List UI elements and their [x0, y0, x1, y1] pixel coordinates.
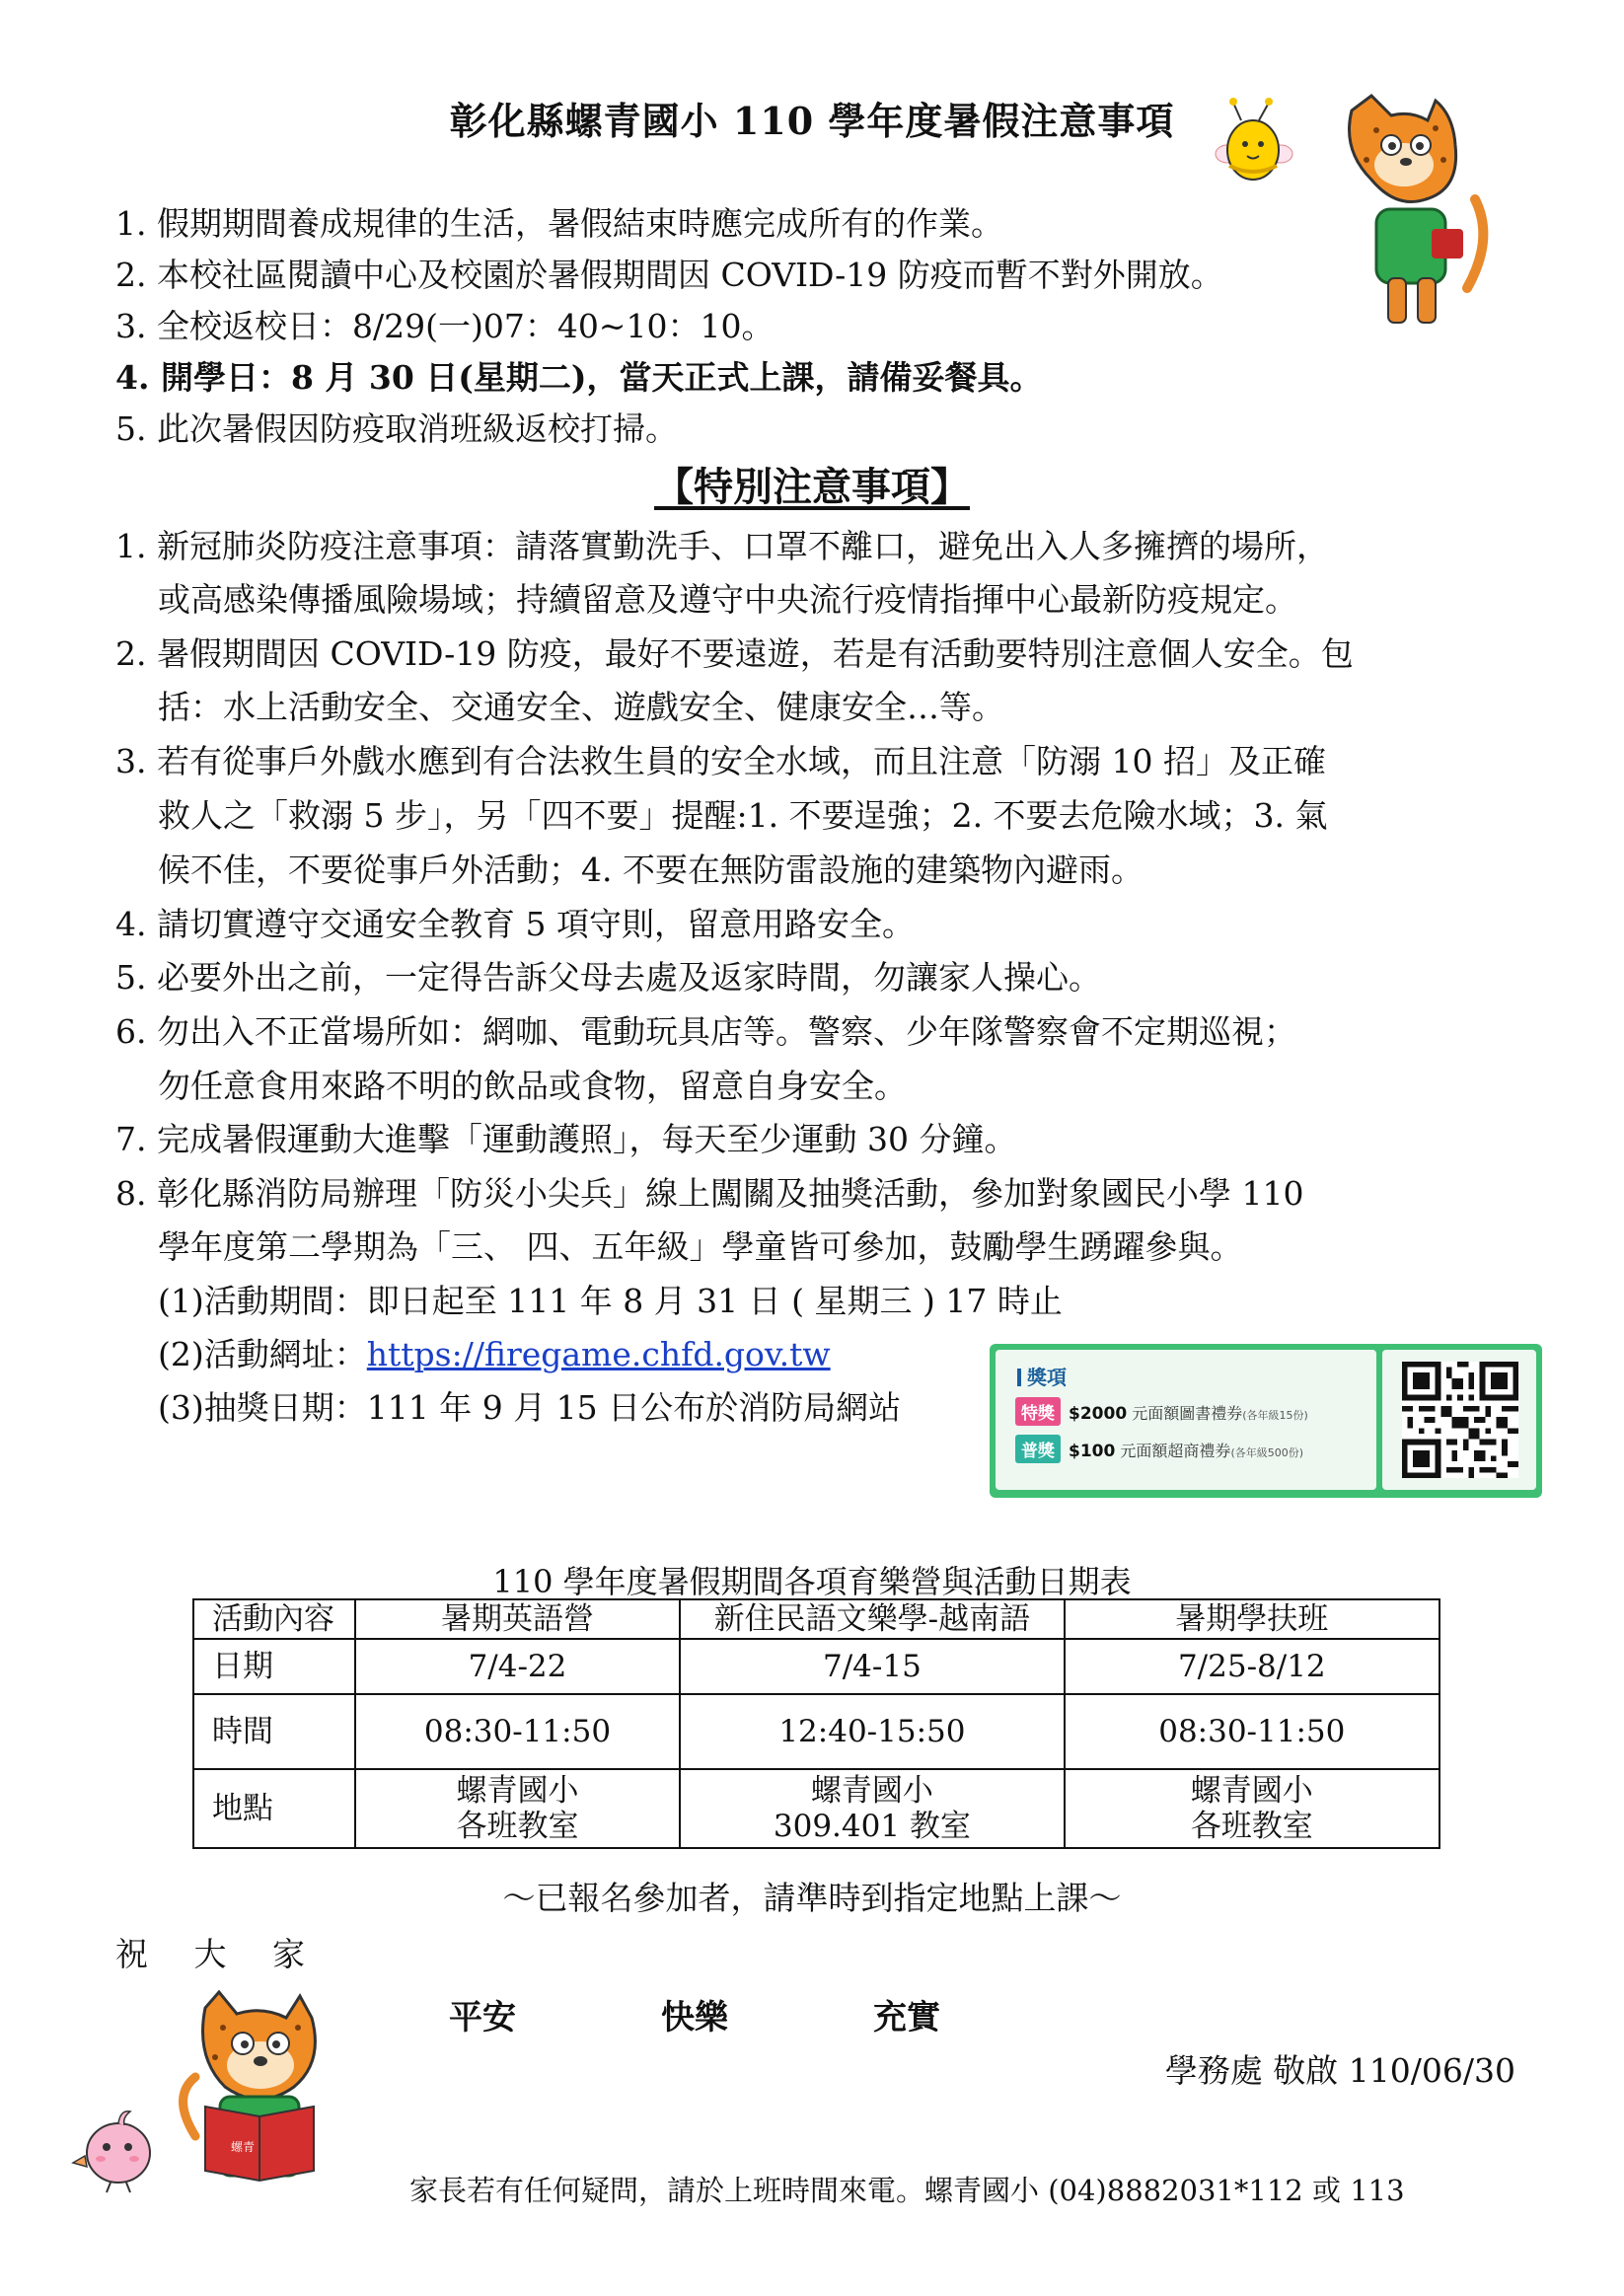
wish-fulfilling: 充實 [873, 1998, 940, 2037]
reading-leopard-mascot-icon [176, 1988, 343, 2195]
location-line: 309.401 教室 [773, 1809, 971, 1844]
contact-footer: 家長若有任何疑問，請於上班時間來電。螺青國小 (04)8882031*112 或 113 [409, 2174, 1405, 2207]
table-cell: 7/4-15 [680, 1639, 1064, 1694]
special-item-8: 8. 彰化縣消防局辦理「防災小尖兵」線上闖關及抽獎活動，參加對象國民小學 110 [115, 1174, 1304, 1213]
special-item-2: 2. 暑假期間因 COVID-19 防疫，最好不要遠遊，若是有活動要特別注意個人安全。包 [115, 634, 1354, 673]
prize-tag: 特獎 [1015, 1397, 1061, 1426]
bee-mascot-icon [1212, 97, 1294, 191]
book-badge-text: 螺青 [231, 2140, 256, 2154]
special-item-2-cont: 括：水上活動安全、交通安全、遊戲安全、健康安全…等。 [158, 688, 1004, 726]
general-item-5: 5. 此次暑假因防疫取消班級返校打掃。 [115, 409, 678, 448]
qr-code-icon[interactable] [1402, 1362, 1518, 1478]
table-header-cell: 活動內容 [193, 1599, 355, 1639]
table-cell: 12:40-15:50 [680, 1694, 1064, 1769]
location-line: 螺青國小 [456, 1773, 579, 1809]
prize-note: (各年級15份) [1242, 1409, 1308, 1422]
table-header-row [193, 1599, 1439, 1639]
table-cell: 08:30-11:50 [355, 1694, 680, 1769]
special-item-3-cont-1: 救人之「救溺 5 步」，另「四不要」提醒:1. 不要逞強；2. 不要去危險水域；3. 氣 [158, 796, 1328, 835]
prize-note: (各年級500份) [1230, 1446, 1304, 1459]
prize-amount: $100 [1069, 1442, 1116, 1461]
special-item-6-cont: 勿任意食用來路不明的飲品或食物，留意自身安全。 [158, 1067, 907, 1105]
table-cell: 7/25-8/12 [1065, 1639, 1439, 1694]
qr-code-panel [1382, 1350, 1536, 1490]
table-row-label: 地點 [193, 1769, 355, 1848]
prize-amount: $2000 [1069, 1404, 1128, 1424]
prize-heading: 獎項 [1017, 1362, 1067, 1390]
prize-row-general [1015, 1435, 1303, 1463]
schedule-table-caption: 110 學年度暑假期間各項育樂營與活動日期表 [492, 1563, 1132, 1600]
special-item-1: 1. 新冠肺炎防疫注意事項：請落實勤洗手、口罩不離口，避免出入人多擁擠的場所， [115, 527, 1329, 565]
special-item-3-cont-2: 候不佳，不要從事戶外活動；4. 不要在無防雷設施的建築物內避雨。 [158, 851, 1144, 889]
location-line: 螺青國小 [810, 1773, 933, 1809]
table-cell [680, 1769, 1064, 1848]
table-cell [355, 1769, 680, 1848]
bird-mascot-icon [71, 2102, 165, 2195]
prize-row-special [1015, 1397, 1308, 1426]
special-item-8-cont: 學年度第二學期為「三、 四、五年級」學童皆可參加，鼓勵學生踴躍參與。 [158, 1227, 1243, 1266]
special-item-4: 4. 請切實遵守交通安全教育 5 項守則，留意用路安全。 [115, 905, 915, 943]
special-item-1-cont: 或高感染傳播風險場域；持續留意及遵守中央流行疫情指揮中心最新防疫規定。 [158, 580, 1297, 619]
location-line: 各班教室 [456, 1809, 579, 1844]
table-header-cell: 暑期學扶班 [1065, 1599, 1439, 1639]
table-row-label: 日期 [193, 1639, 355, 1694]
general-item-3: 3. 全校返校日：8/29(一)07：40~10：10。 [115, 307, 775, 345]
page-title: 彰化縣螺青國小 110 學年度暑假注意事項 [449, 99, 1175, 143]
draw-date: (3)抽獎日期：111 年 9 月 15 日公布於消防局網站 [158, 1388, 902, 1427]
general-item-2: 2. 本校社區閱讀中心及校園於暑假期間因 COVID-19 防疫而暫不對外開放。 [115, 256, 1223, 294]
table-header-cell: 新住民語文樂學-越南語 [680, 1599, 1064, 1639]
table-header-cell: 暑期英語營 [355, 1599, 680, 1639]
location-line: 各班教室 [1190, 1809, 1313, 1844]
table-cell: 08:30-11:50 [1065, 1694, 1439, 1769]
table-row [193, 1639, 1439, 1694]
special-item-5: 5. 必要外出之前，一定得告訴父母去處及返家時間，勿讓家人操心。 [115, 958, 1101, 997]
special-notes-heading: 【特別注意事項】 [654, 464, 970, 510]
signature: 學務處 敬啟 110/06/30 [1164, 2051, 1515, 2090]
prize-tag: 普獎 [1015, 1435, 1061, 1463]
special-item-3: 3. 若有從事戶外戲水應到有合法救生員的安全水域，而且注意「防溺 10 招」及正確 [115, 742, 1326, 780]
prize-text: 元面額圖書禮券 [1132, 1404, 1243, 1423]
table-row [193, 1694, 1439, 1769]
schedule-table [192, 1598, 1440, 1849]
table-cell: 7/4-22 [355, 1639, 680, 1694]
prize-panel [996, 1350, 1376, 1490]
blessing-text: 祝 大 家 [115, 1935, 323, 1973]
prize-banner [990, 1344, 1542, 1498]
table-row-label: 時間 [193, 1694, 355, 1769]
table-row [193, 1769, 1439, 1848]
wish-happy: 快樂 [661, 1998, 728, 2037]
special-item-6: 6. 勿出入不正當場所如：網咖、電動玩具店等。警察、少年隊警察會不定期巡視； [115, 1012, 1296, 1051]
activity-url-label: (2)活動網址： [158, 1335, 367, 1373]
registration-notice: ～已報名參加者，請準時到指定地點上課～ [502, 1879, 1122, 1917]
prize-text: 元面額超商禮券 [1120, 1442, 1231, 1460]
special-item-7: 7. 完成暑假運動大進擊「運動護照」，每天至少運動 30 分鐘。 [115, 1120, 1017, 1158]
location-line: 螺青國小 [1190, 1773, 1313, 1809]
leopard-mascot-icon [1337, 91, 1490, 337]
activity-url-link[interactable]: https://firegame.chfd.gov.tw [366, 1335, 831, 1373]
table-cell [1065, 1769, 1439, 1848]
general-item-4: 4. 開學日：8 月 30 日(星期二)，當天正式上課，請備妥餐具。 [115, 358, 1043, 397]
activity-url-line [158, 1328, 831, 1381]
activity-period: (1)活動期間：即日起至 111 年 8 月 31 日 ( 星期三 ) 17 時止 [158, 1282, 1063, 1320]
general-item-1: 1. 假期期間養成規律的生活，暑假結束時應完成所有的作業。 [115, 204, 1003, 243]
wish-peace: 平安 [449, 1998, 516, 2037]
